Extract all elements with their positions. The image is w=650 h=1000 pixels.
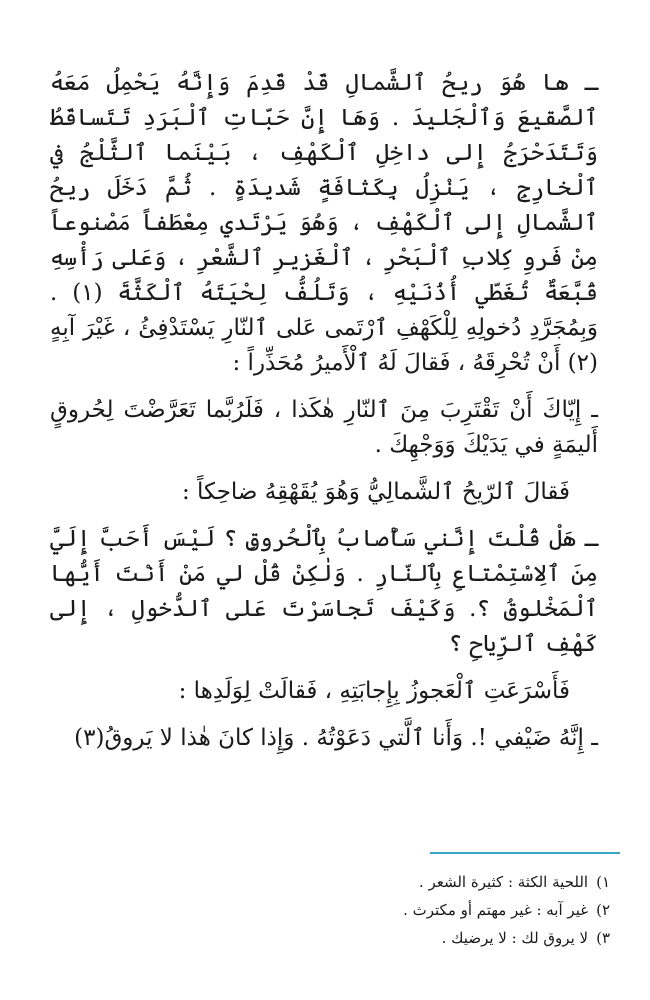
body-text — [50, 66, 598, 756]
footnote-3 — [60, 924, 610, 952]
footnote-number: ١) — [596, 873, 610, 891]
footnote-text: لا يروق لك : لا يرضيك . — [441, 929, 589, 947]
paragraph-1: ـ ها هُوَ ريحُ ٱلشَّمالِ قَدْ قَدِمَ وَإِنَّهُ يَحْمِلُ مَعَهُ ٱلصَّقيعَ وَٱلْجَليدَ . وَهَا إِنَّ حَبّاتِ ٱلْبَرَدِ تَتَساقَطُ وَتَتَدَحْرَجُ إِلى داخِلِ ٱلْكَهْفِ ، بَيْنَما ٱلثَّلْجُ في ٱلْخارِجِ ، يَنْزِلُ بِكَثافَةٍ شَديدَةٍ . ثُمَّ دَخَلَ ريحُ ٱلشَّمالِ إِلى ٱلْكَهْفِ ، وَهُوَ يَرْتَدي مِعْطَفاً مَصْنوعاً مِنْ فَروِ كِلابِ ٱلْبَحْرِ ، ٱلْغَزيرِ ٱلشَّعْرِ ، وَعَلى رَأْسِهِ قُبَّعَةٌ تُغَطّي أُذُنَيْهِ ، وَتَلُفُّ لِحْيَتَهُ ٱلْكَثَّةَ (١) . وَبِمُجَرَّدِ دُخولِهِ لِلْكَهْفِ ٱرْتَمى عَلى ٱلنّارِ يَسْتَدْفِئُ ، غَيْرَ آبِهٍ (٢) أَنْ تُحْرِقَهُ ، فَقالَ لَهُ ٱلْأَميرُ مُحَذِّراً : — [50, 70, 598, 376]
paragraph-3: فَقالَ ٱلرّيحُ ٱلشَّمالِيُّ وَهُوَ يُقَهْقِهُ ضاحِكاً : — [181, 479, 570, 505]
paragraph-2: ـ إِيّاكَ أَنْ تَقْتَرِبَ مِنَ ٱلنّارِ هٰكَذا ، فَلَرُبَّما تَعَرَّضْتَ لِحُروقٍ أَليمَةٍ في يَدَيْكَ وَوَجْهِكَ . — [50, 397, 598, 458]
footnote-divider — [430, 852, 620, 854]
paragraph-6: ـ إِنَّهُ ضَيْفي !. وَأَنا ٱلَّتي دَعَوْتُهُ . وَإِذا كانَ هٰذا لا يَروقُ(٣) — [74, 725, 598, 751]
footnote-2 — [60, 896, 610, 924]
footnotes — [60, 868, 610, 952]
footnote-1 — [60, 868, 610, 896]
footnote-number: ٣) — [596, 929, 610, 947]
footnote-number: ٢) — [596, 901, 610, 919]
paragraph-5: فَأَسْرَعَتِ ٱلْعَجوزُ بِإِجابَتِهِ ، فَقالَتْ لِوَلَدِها : — [178, 678, 570, 704]
footnote-text: اللحية الكثة : كثيرة الشعر . — [418, 873, 589, 891]
footnote-text: غير آبه : غير مهتم أو مكترث . — [403, 901, 589, 919]
paragraph-4: ـ هَلْ قُلْتَ إِنَّني سَأُصابُ بِٱلْحُروقِ ؟ لَيْسَ أَحَبَّ إِلَيَّ مِنَ ٱلِاسْتِمْتاعِ بِٱلنّارِ . وَلٰكِنْ قُلْ لي مَنْ أَنْتَ أَيُّها ٱلْمَخْلوقُ ؟. وَكَيْفَ تَجاسَرْتَ عَلى ٱلدُّخولِ ، إِلى كَهْفِ ٱلرِّياحِ ؟ — [50, 526, 598, 657]
